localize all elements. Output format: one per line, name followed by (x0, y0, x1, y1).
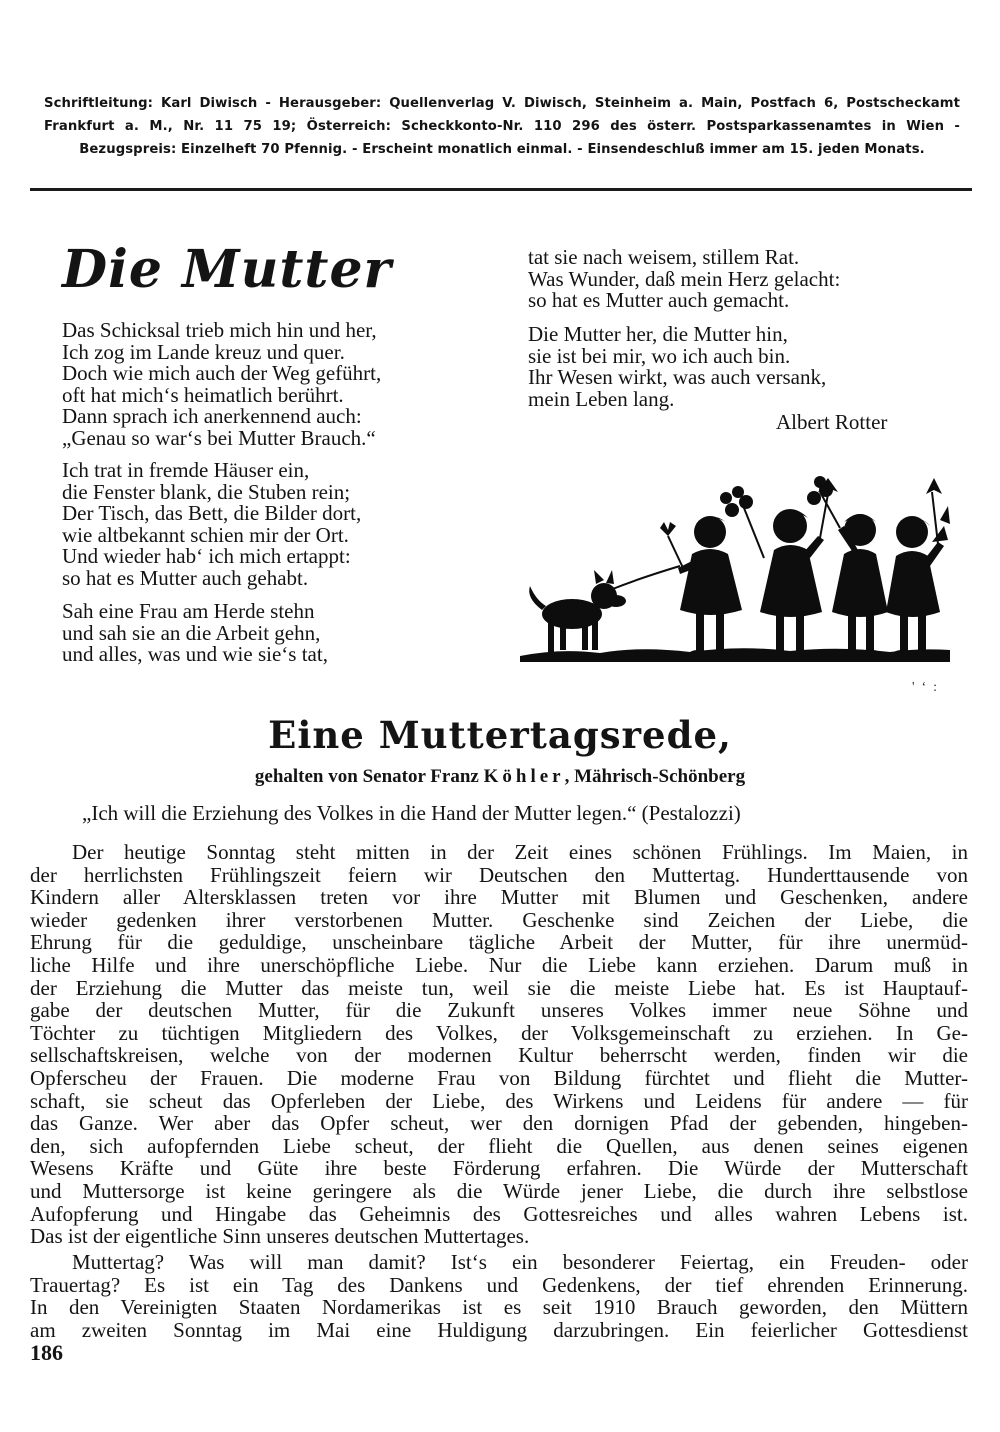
text-line: Kindern aller Altersklassen treten vor ihre Mutter mit Blumen und Geschenken, andere (30, 885, 968, 910)
poem-line: Der Tisch, das Bett, die Bilder dort, (62, 501, 362, 525)
poem-line: Sah eine Frau am Herde stehn (62, 599, 315, 623)
text-line: liche Hilfe und ihre unerschöpfliche Liebe. Nur die Liebe kann erziehen. Darum muß in (30, 952, 968, 977)
poem-line: wie altbekannt schien mir der Ort. (62, 522, 349, 547)
text-line: der herrlichsten Frühlingszeit feiern wir Deutschen den Muttertag. Hunderttausende von (30, 862, 968, 887)
epigraph-quote: „Ich will die Erziehung des Volkes in die Hand der Mutter legen.“ (Pestalozzi) (82, 801, 741, 825)
text-line: der Erziehung die Mutter das meiste tun, weil sie die meiste Liebe hat. Es ist Hauptauf- (30, 975, 968, 1000)
poem-line: und alles, was und wie sie‘s tat, (62, 642, 328, 666)
children-dog-silhouette-illustration (520, 470, 950, 662)
speech-subtitle (0, 766, 1000, 788)
poem-line: Und wieder hab‘ ich mich ertappt: (62, 544, 351, 568)
poem-line: „Genau so war‘s bei Mutter Brauch.“ (62, 425, 376, 450)
text-line: Aufopferung und Hingabe das Geheimnis des Gottesreiches und alles wahren Lebens ist. (30, 1201, 968, 1226)
poem-line: tat sie nach weisem, stillem Rat. (528, 245, 800, 269)
text-line: schaft, sie scheut das Opferleben der Liebe, des Wirkens und Leidens für andere — für (30, 1088, 968, 1113)
text-line: Opferscheu der Frauen. Die moderne Frau von Bildung fürchtet und flieht die Mutter- (30, 1065, 968, 1090)
text-line: und Muttersorge ist keine geringere als die Würde jener Liebe, die durch ihre selbstlose (30, 1178, 968, 1203)
header-rule (30, 188, 972, 191)
poem-stanza-1 (62, 320, 381, 449)
poem-line: und sah sie an die Arbeit gehn, (62, 620, 321, 645)
speech-title: Eine Muttertagsrede, (268, 713, 732, 757)
text-line: sellschaftskreisen, welche von der modernen Kultur beherrscht werden, finden wir die (30, 1043, 968, 1068)
speech-author-name: Köhler (483, 766, 565, 787)
text-line: Trauertag? Es ist ein Tag des Dankens und Gedenkens, der tief ehrenden Erinnerung. (30, 1272, 968, 1297)
poem-line: Ich zog im Lande kreuz und quer. (62, 339, 345, 364)
speech-paragraph-1 (30, 841, 968, 1248)
text-line: Der heutige Sonntag steht mitten in der Zeit eines schönen Frühlings. Im Maien, in (72, 840, 968, 864)
text-line: das Ganze. Wer aber das Opfer scheut, wer den dornigen Pfad der gebenden, hingeben- (30, 1111, 968, 1136)
text-line: gabe der deutschen Mutter, für die Zukunft unseres Volkes immer neue Söhne und (30, 998, 968, 1023)
poem-line: oft hat mich‘s heimatlich berührt. (62, 382, 344, 407)
poem-line: Dann sprach ich anerkennend auch: (62, 404, 362, 428)
poem-line: so hat es Mutter auch gehabt. (62, 565, 309, 590)
poem-title: Die Mutter (62, 239, 392, 300)
text-line: Das ist der eigentliche Sinn unseres deutschen Muttertages. (30, 1224, 530, 1249)
poem-line: Ihr Wesen wirkt, was auch versank, (528, 365, 827, 389)
text-line: Töchter zu tüchtigen Mitgliedern des Volkes, der Volksgemeinschaft zu erziehen. In Ge- (30, 1020, 968, 1045)
text-line: In den Vereinigten Staaten Nordamerikas ist es seit 1910 Brauch geworden, den Müttern (30, 1295, 968, 1320)
text-line: am zweiten Sonntag im Mai eine Huldigung darzubringen. Ein feierlicher Gottesdienst (30, 1317, 968, 1342)
text-line: den, sich aufopfernden Liebe scheut, der flieht die Quellen, aus denen seines eigenen (30, 1133, 968, 1158)
text-line: Ehrung für die geduldige, unscheinbare tägliche Arbeit der Mutter, für ihre unermüd- (30, 930, 968, 955)
imprint-masthead: Schriftleitung: Karl Diwisch - Herausgeber: Quellenverlag V. Diwisch, Steinheim a. Main, Postfach 6, Postscheckamt Frankfurt a. M., Nr. 11 75 19; Österreich: Scheckkonto-Nr. 110 296 des österr. Postsparkassenamtes in Wien - Bezugspreis: Einzelheft 70 Pfennig. - Erscheint monatlich einmal. - Einsendeschluß immer am 15. jeden Monats. (44, 96, 960, 157)
poem-line: Das Schicksal trieb mich hin und her, (62, 318, 377, 342)
poem-line: Die Mutter her, die Mutter hin, (528, 322, 788, 346)
poem-line: Doch wie mich auch der Weg geführt, (62, 361, 382, 385)
poem-stanza-3-continued (528, 247, 840, 312)
poem-line: so hat es Mutter auch gemacht. (528, 288, 790, 312)
text-line: Wesens Kräfte und Güte ihre beste Förderung erfahren. Die Würde der Mutterschaft (30, 1156, 968, 1181)
poem-author: Albert Rotter (776, 410, 888, 434)
poem-line: mein Leben lang. (528, 386, 675, 411)
speech-subtitle-suffix: , Mährisch-Schönberg (564, 766, 746, 787)
poem-line: sie ist bei mir, wo ich auch bin. (528, 343, 791, 368)
poem-stanza-2 (62, 460, 361, 589)
poem-stanza-4 (528, 324, 826, 410)
poem-line: Was Wunder, daß mein Herz gelacht: (528, 266, 841, 291)
text-line: wieder gedenken ihrer verstorbenen Mutter. Geschenke sind Zeichen der Liebe, die (30, 907, 968, 932)
poem-stanza-3 (62, 601, 328, 666)
page-number: 186 (30, 1340, 63, 1365)
speech-subtitle-prefix: gehalten von Senator Franz (254, 766, 484, 787)
text-line: Muttertag? Was will man damit? Ist‘s ein besonderer Feiertag, ein Freuden- oder (72, 1250, 968, 1274)
poem-line: Ich trat in fremde Häuser ein, (62, 458, 310, 482)
print-specks: ' ‘ : (912, 680, 938, 695)
speech-paragraph-2 (30, 1251, 968, 1341)
poem-line: die Fenster blank, die Stuben rein; (62, 479, 351, 504)
